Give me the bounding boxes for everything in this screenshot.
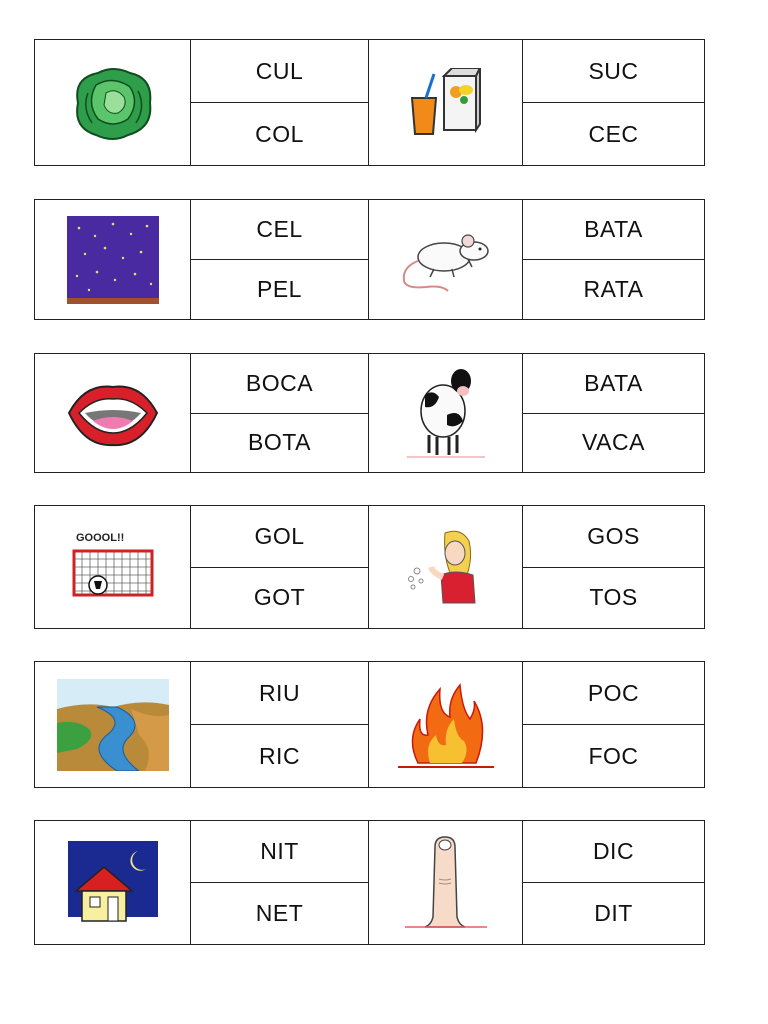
word-option[interactable]: GOL	[254, 522, 305, 549]
picture-cell	[35, 506, 190, 628]
word-option[interactable]: VACA	[523, 413, 704, 473]
word-option[interactable]: CUL	[255, 57, 304, 84]
cabbage-icon	[68, 63, 158, 143]
picture-cell	[368, 662, 522, 787]
picture-cell	[368, 821, 522, 944]
word-options-left	[190, 200, 368, 319]
word-option[interactable]: BOTA	[191, 413, 368, 473]
picture-cell	[368, 200, 522, 319]
word-option[interactable]: SUC	[588, 57, 639, 84]
word-options-right	[522, 821, 704, 944]
word-option[interactable]: FOC	[523, 724, 704, 787]
picture-cell	[368, 354, 522, 472]
word-option[interactable]: NIT	[260, 838, 299, 864]
picture-cell	[35, 354, 190, 472]
word-option[interactable]: RATA	[523, 259, 704, 319]
word-option[interactable]: GOT	[191, 567, 368, 629]
night-house-icon	[68, 841, 158, 925]
word-options-right	[522, 506, 704, 628]
word-options-left	[190, 662, 368, 787]
word-option[interactable]: DIC	[592, 838, 635, 864]
card-row-3	[34, 353, 705, 473]
finger-icon	[403, 835, 489, 931]
word-options-right	[522, 662, 704, 787]
picture-cell	[35, 200, 190, 319]
word-option[interactable]: COL	[191, 102, 368, 165]
card-row-6	[34, 820, 705, 945]
word-option[interactable]: POC	[587, 679, 640, 706]
word-option[interactable]: TOS	[523, 567, 704, 629]
word-option[interactable]: BATA	[584, 216, 643, 242]
word-option[interactable]: CEL	[256, 216, 303, 242]
card-row-1	[34, 39, 705, 166]
picture-cell	[35, 821, 190, 944]
word-option[interactable]: RIU	[258, 679, 301, 706]
word-options-right	[522, 354, 704, 472]
goal-icon	[68, 527, 158, 607]
card-row-4	[34, 505, 705, 629]
card-row-2	[34, 199, 705, 320]
juice-icon	[406, 68, 486, 138]
word-option[interactable]: PEL	[191, 259, 368, 319]
mouth-icon	[65, 377, 161, 449]
river-icon	[57, 679, 169, 771]
cough-icon	[403, 527, 489, 607]
word-option[interactable]: BOCA	[245, 369, 314, 396]
word-options-left	[190, 821, 368, 944]
picture-cell	[35, 662, 190, 787]
word-options-left	[190, 40, 368, 165]
word-option[interactable]: BATA	[584, 369, 643, 396]
word-options-left	[190, 354, 368, 472]
picture-cell	[35, 40, 190, 165]
picture-cell	[368, 506, 522, 628]
word-options-right	[522, 200, 704, 319]
word-option[interactable]: GOS	[587, 522, 640, 549]
goal-caption: GOOOL!!	[75, 532, 124, 544]
rat-icon	[398, 227, 494, 293]
word-option[interactable]: CEC	[523, 102, 704, 165]
word-option[interactable]: NET	[191, 882, 368, 944]
word-options-left	[190, 506, 368, 628]
card-row-5	[34, 661, 705, 788]
word-options-right	[522, 40, 704, 165]
picture-cell	[368, 40, 522, 165]
night-sky-icon	[65, 214, 161, 306]
cow-icon	[403, 365, 489, 461]
fire-icon	[396, 679, 496, 771]
word-option[interactable]: RIC	[191, 724, 368, 787]
word-option[interactable]: DIT	[523, 882, 704, 944]
